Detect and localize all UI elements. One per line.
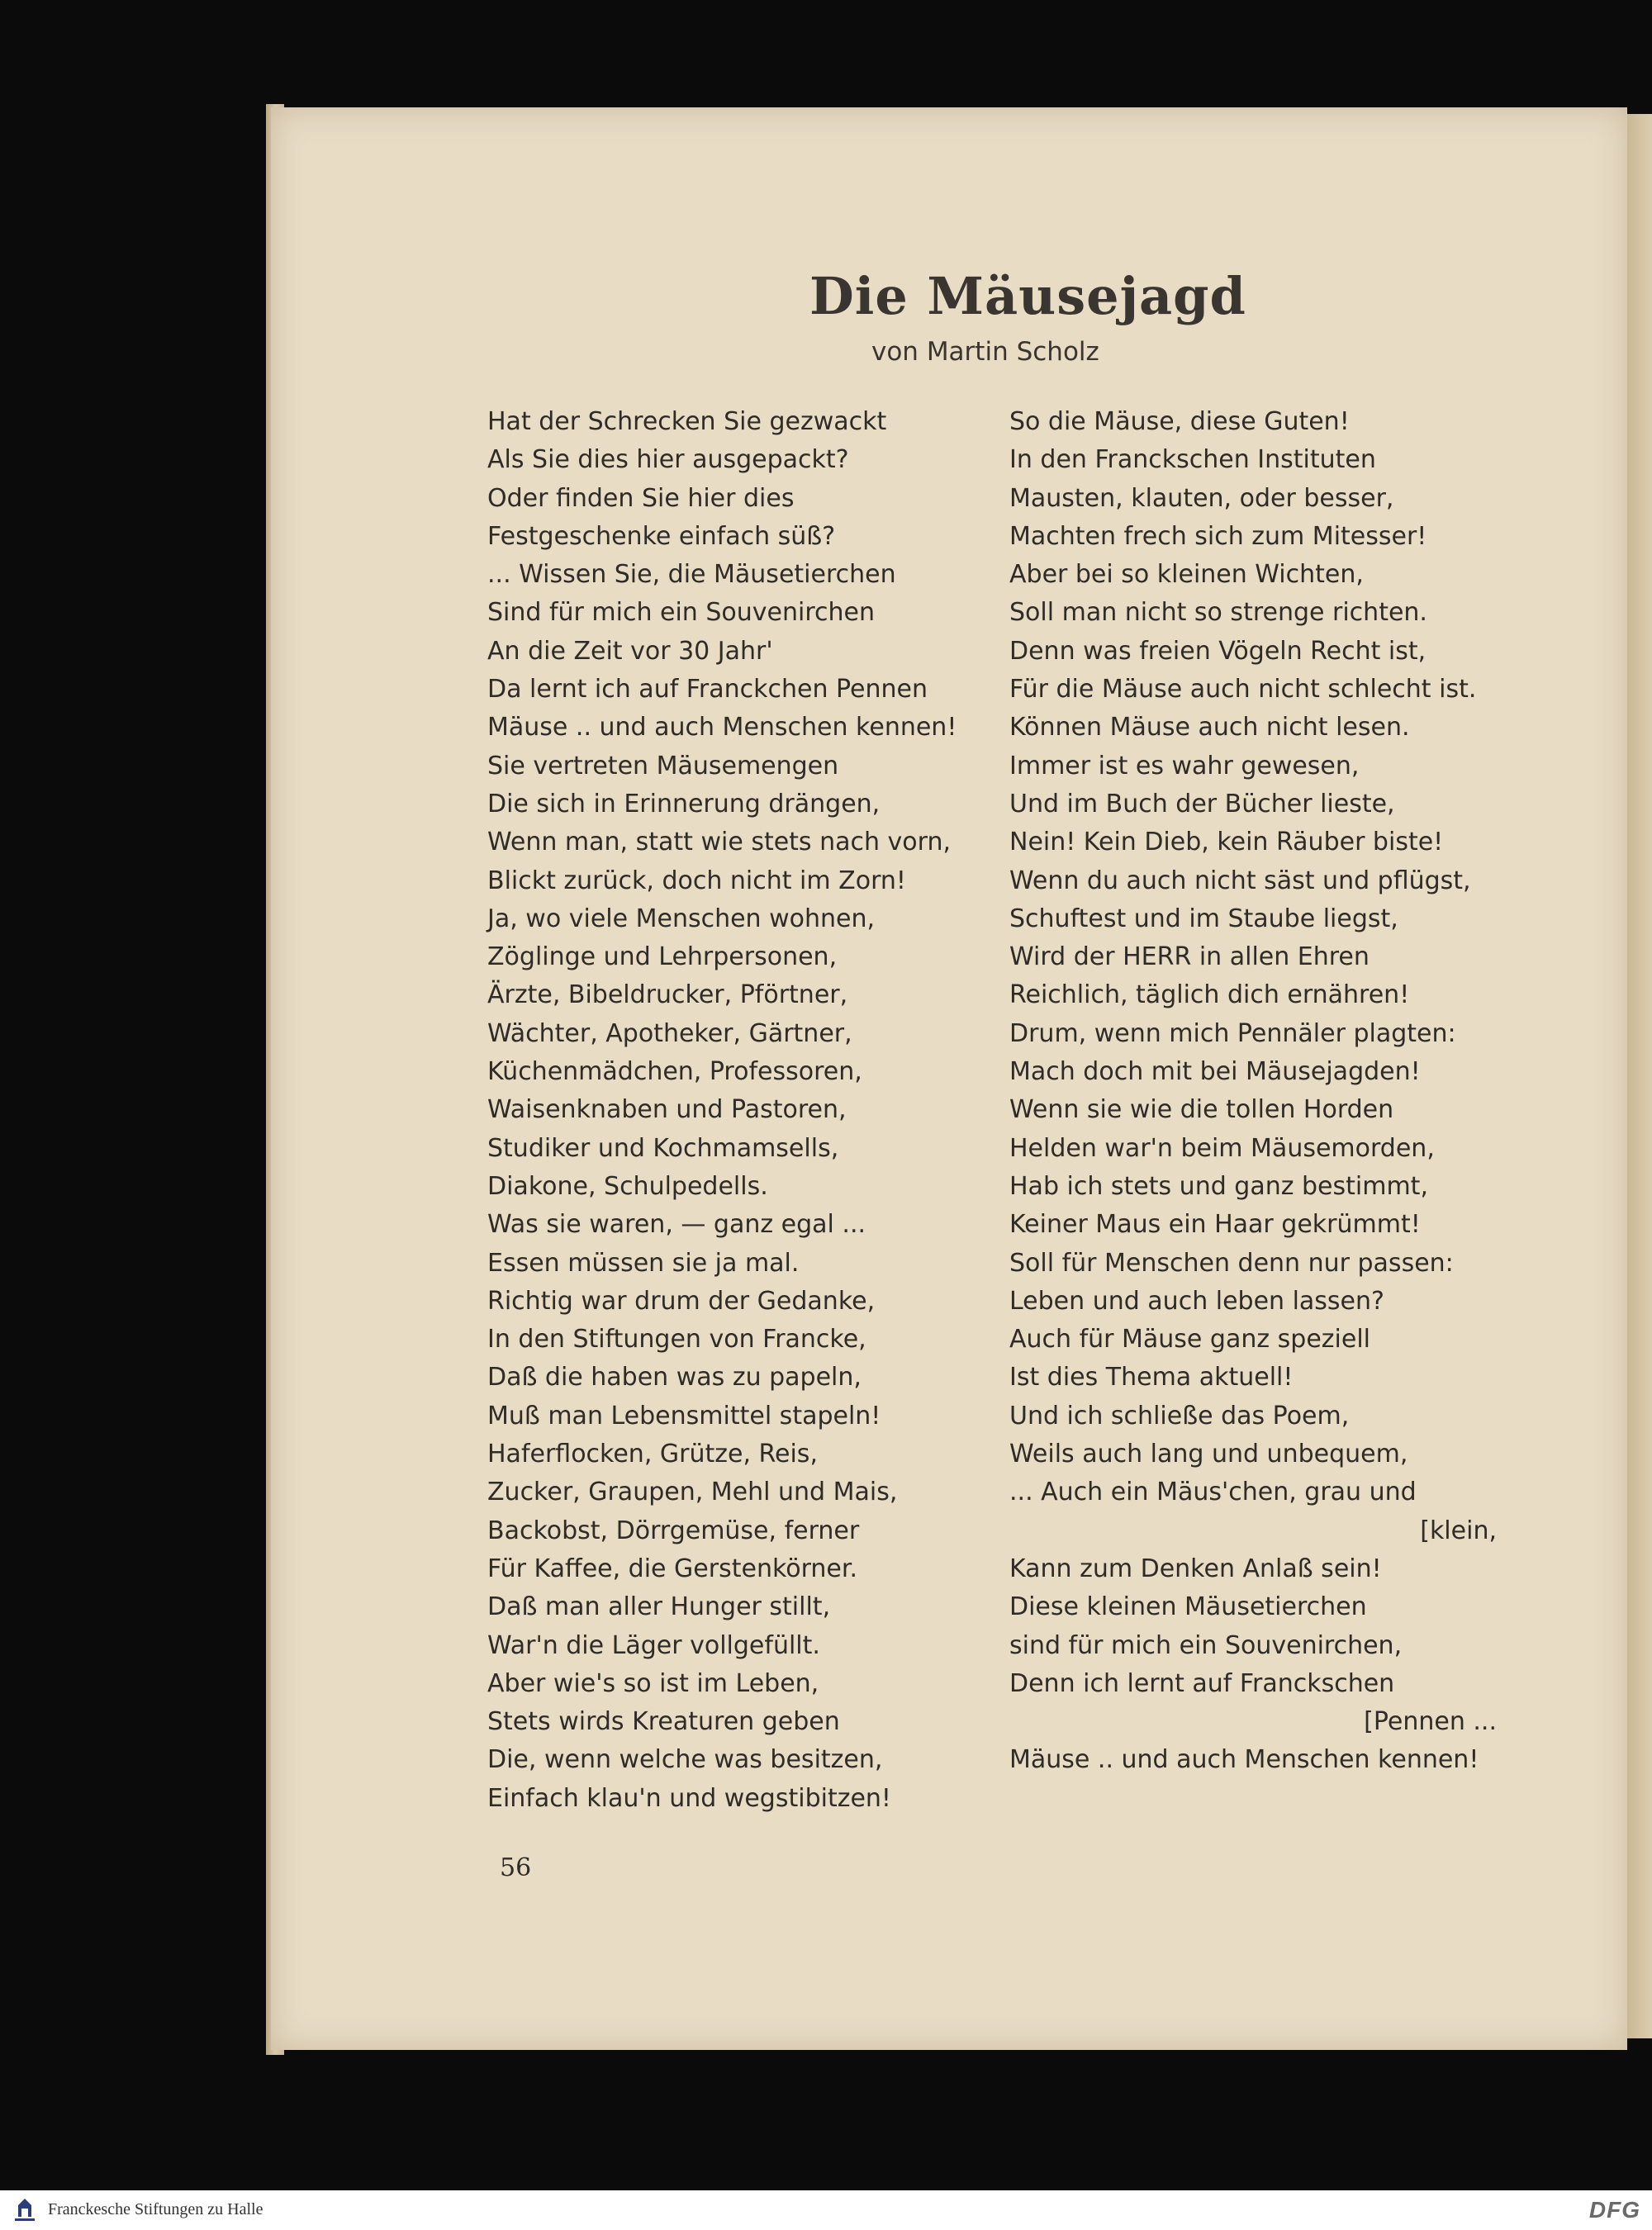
poem-line: Immer ist es wahr gewesen,: [1009, 751, 1360, 780]
poem-line: Nein! Kein Dieb, kein Räuber biste!: [1009, 828, 1444, 857]
poem-line: Weils auch lang und unbequem,: [1009, 1440, 1408, 1469]
poem-line: Wenn sie wie die tollen Horden: [1009, 1095, 1394, 1125]
poem-line: Keiner Maus ein Haar gekrümmt!: [1009, 1210, 1421, 1240]
poem-line: ... Auch ein Mäus'chen, grau und: [1009, 1478, 1417, 1507]
poem-line: Für Kaffee, die Gerstenkörner.: [487, 1554, 858, 1583]
poem-line: Einfach klau'n und wegstibitzen!: [487, 1783, 891, 1813]
poem-line: Hat der Schrecken Sie gezwackt: [487, 407, 887, 436]
poem-line: An die Zeit vor 30 Jahr': [487, 636, 773, 666]
facing-page-edge: [1627, 114, 1652, 2038]
poem-line: Ärzte, Bibeldrucker, Pförtner,: [487, 980, 848, 1010]
poem-line: Können Mäuse auch nicht lesen.: [1009, 713, 1410, 743]
poem-column-left: [487, 403, 983, 1818]
poem-line: Leben und auch leben lassen?: [1009, 1286, 1384, 1316]
poem-line: [klein,: [1420, 1516, 1497, 1545]
poem-line: In den Stiftungen von Francke,: [487, 1325, 866, 1355]
poem-line: Da lernt ich auf Franckchen Pennen: [487, 675, 928, 705]
poem-line: Drum, wenn mich Pennäler plagten:: [1009, 1018, 1456, 1048]
poem-line: War'n die Läger vollgefüllt.: [487, 1630, 820, 1660]
poem-line: Wird der HERR in allen Ehren: [1009, 942, 1370, 972]
poem-line: Essen müssen sie ja mal.: [487, 1248, 800, 1278]
poem-line: Die sich in Erinnerung drängen,: [487, 789, 881, 818]
poem-line: Reichlich, täglich dich ernähren!: [1009, 980, 1410, 1010]
poem-column-right: [1009, 403, 1505, 1780]
poem-line: Soll für Menschen denn nur passen:: [1009, 1248, 1454, 1278]
poem-line: Mausten, klauten, oder besser,: [1009, 483, 1394, 513]
poem-line: Helden war'n beim Mäusemorden,: [1009, 1133, 1435, 1163]
poem-line: Sind für mich ein Souvenirchen: [487, 598, 875, 628]
poem-line: sind für mich ein Souvenirchen,: [1009, 1630, 1403, 1660]
poem-line: Waisenknaben und Pastoren,: [487, 1095, 847, 1125]
poem-line: Kann zum Denken Anlaß sein!: [1009, 1554, 1382, 1583]
footer-institution: Franckesche Stiftungen zu Halle: [48, 2200, 263, 2218]
poem-line: Aber wie's so ist im Leben,: [487, 1668, 819, 1698]
poem-line: Festgeschenke einfach süß?: [487, 521, 836, 551]
poem-line: Diese kleinen Mäusetierchen: [1009, 1592, 1367, 1622]
poem-line: Muß man Lebensmittel stapeln!: [487, 1401, 881, 1431]
poem-line: Stets wirds Kreaturen geben: [487, 1707, 840, 1737]
poem-line: Mäuse .. und auch Menschen kennen!: [487, 713, 957, 743]
poem-line: Aber bei so kleinen Wichten,: [1009, 560, 1364, 590]
poem-title: Die Mäusejagd: [809, 266, 1246, 326]
poem-line: Wenn man, statt wie stets nach vorn,: [487, 828, 952, 857]
poem-line: Studiker und Kochmamsells,: [487, 1133, 839, 1163]
poem-line: [Pennen ...: [1364, 1707, 1497, 1737]
institution-logo-icon: [10, 2195, 40, 2225]
poem-line: So die Mäuse, diese Guten!: [1009, 407, 1350, 436]
poem-line: Mach doch mit bei Mäusejagden!: [1009, 1057, 1421, 1087]
poem-line: Hab ich stets und ganz bestimmt,: [1009, 1171, 1428, 1201]
poem-line: Machten frech sich zum Mitesser!: [1009, 521, 1427, 551]
poem-line: Mäuse .. und auch Menschen kennen!: [1009, 1745, 1479, 1775]
poem-line: Daß man aller Hunger stillt,: [487, 1592, 831, 1622]
poem-line: Daß die haben was zu papeln,: [487, 1363, 862, 1393]
poem-author: von Martin Scholz: [871, 337, 1099, 367]
poem-line: Als Sie dies hier ausgepackt?: [487, 445, 849, 475]
page-number: 56: [500, 1853, 532, 1882]
poem-line: Und ich schließe das Poem,: [1009, 1401, 1350, 1431]
poem-line: Denn ich lernt auf Franckschen: [1009, 1668, 1395, 1698]
poem-line: Auch für Mäuse ganz speziell: [1009, 1325, 1370, 1355]
poem-line: Haferflocken, Grütze, Reis,: [487, 1440, 818, 1469]
poem-line: Sie vertreten Mäusemengen: [487, 751, 839, 780]
poem-line: Ja, wo viele Menschen wohnen,: [487, 904, 876, 933]
poem-line: Zöglinge und Lehrpersonen,: [487, 942, 838, 972]
poem-line: Was sie waren, — ganz egal ...: [487, 1210, 866, 1240]
poem-line: In den Franckschen Instituten: [1009, 445, 1376, 475]
poem-line: Backobst, Dörrgemüse, ferner: [487, 1516, 860, 1545]
poem-line: Wächter, Apotheker, Gärtner,: [487, 1018, 852, 1048]
dfg-logo: DFG: [1588, 2197, 1640, 2223]
poem-line: Und im Buch der Bücher lieste,: [1009, 789, 1395, 818]
poem-line: Denn was freien Vögeln Recht ist,: [1009, 636, 1427, 666]
poem-line: Schuftest und im Staube liegst,: [1009, 904, 1398, 933]
footer-bar: [0, 2190, 1652, 2230]
poem-line: Diakone, Schulpedells.: [487, 1171, 768, 1201]
poem-line: Ist dies Thema aktuell!: [1009, 1363, 1294, 1393]
poem-line: Für die Mäuse auch nicht schlecht ist.: [1009, 675, 1477, 705]
poem-line: ... Wissen Sie, die Mäusetierchen: [487, 560, 896, 590]
poem-line: Oder finden Sie hier dies: [487, 483, 795, 513]
poem-line: Soll man nicht so strenge richten.: [1009, 598, 1427, 628]
poem-line: Die, wenn welche was besitzen,: [487, 1745, 883, 1775]
poem-line: Küchenmädchen, Professoren,: [487, 1057, 862, 1087]
poem-line: Blickt zurück, doch nicht im Zorn!: [487, 866, 906, 895]
poem-line: Wenn du auch nicht säst und pflügst,: [1009, 866, 1471, 895]
poem-line: Richtig war drum der Gedanke,: [487, 1286, 876, 1316]
poem-line: Zucker, Graupen, Mehl und Mais,: [487, 1478, 898, 1507]
